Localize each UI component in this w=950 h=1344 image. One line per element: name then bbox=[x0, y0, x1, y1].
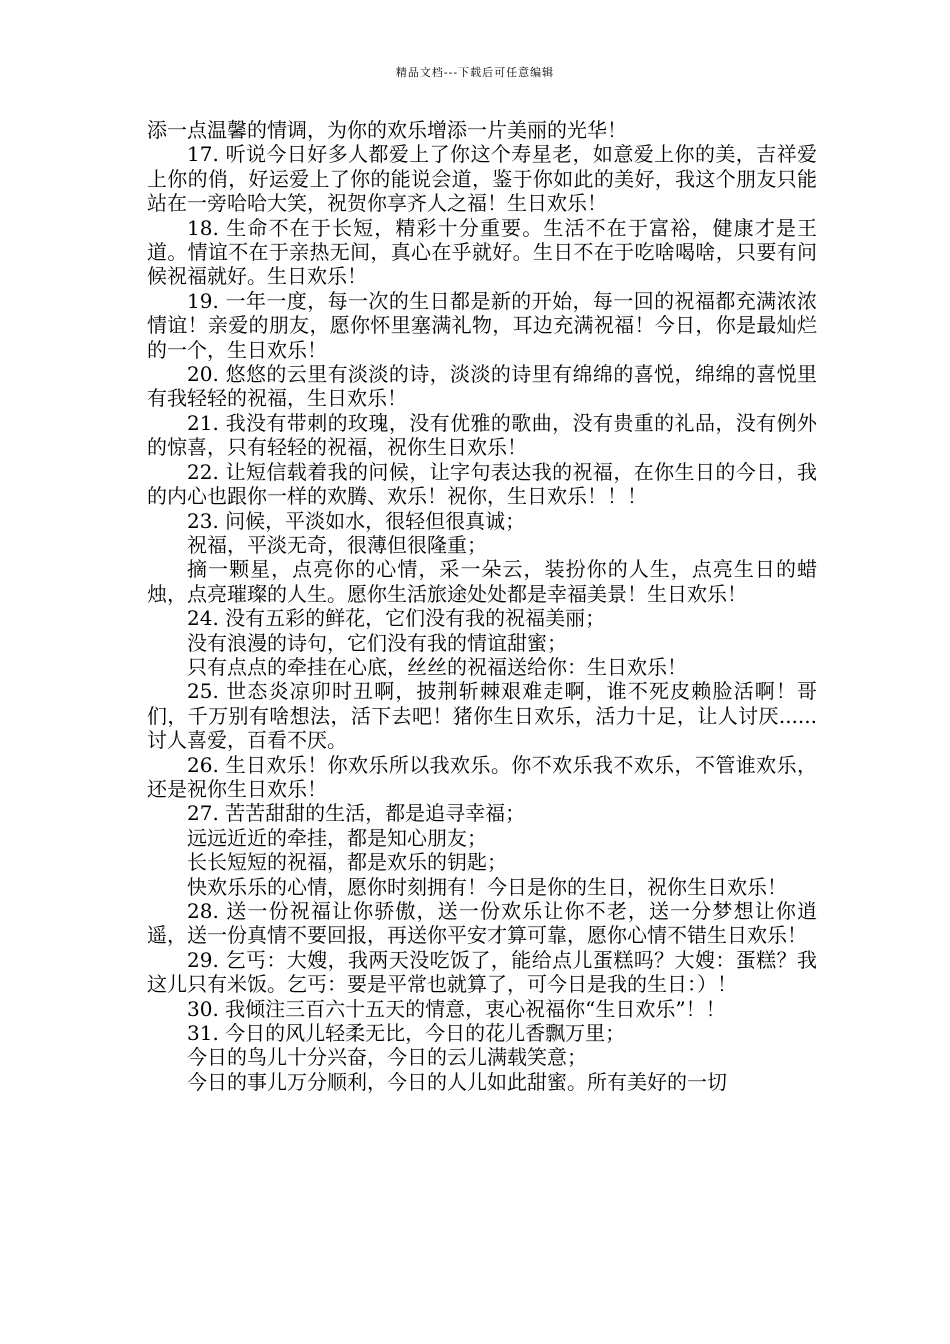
paragraph-19: 19. 一年一度，每一次的生日都是新的开始，每一回的祝福都充满浓浓情谊！亲爱的朋友，愿你怀里塞满礼物，耳边充满祝福！今日，你是最灿烂的一个，生日欢乐！ bbox=[147, 288, 817, 362]
paragraph-22: 22. 让短信载着我的问候，让字句表达我的祝福，在你生日的今日，我的内心也跟你一样的欢腾、欢乐！祝你，生日欢乐！！！ bbox=[147, 459, 817, 509]
paragraph-21: 21. 我没有带刺的玫瑰，没有优雅的歌曲，没有贵重的礼品，没有例外的惊喜，只有轻轻的祝福，祝你生日欢乐！ bbox=[147, 410, 817, 460]
paragraph-31-line-2: 今日的鸟儿十分兴奋，今日的云儿满载笑意； bbox=[187, 1045, 587, 1070]
paragraph-27-line-2: 远远近近的牵挂，都是知心朋友； bbox=[187, 825, 487, 850]
paragraph-30: 30. 我倾注三百六十五天的情意，衷心祝福你“生日欢乐”！！ bbox=[187, 996, 726, 1021]
paragraph-23: 23. 问候，平淡如水，很轻但很真诚； bbox=[187, 508, 526, 533]
paragraph-24: 24. 没有五彩的鲜花，它们没有我的祝福美丽； bbox=[187, 606, 606, 631]
page-header: 精品文档---下载后可任意编辑 bbox=[395, 66, 555, 79]
paragraph-27: 27. 苦苦甜甜的生活，都是追寻幸福； bbox=[187, 801, 526, 826]
paragraph-24-line-2: 没有浪漫的诗句，它们没有我的情谊甜蜜； bbox=[187, 630, 567, 655]
paragraph-23-line-2: 祝福，平淡无奇，很薄但很隆重； bbox=[187, 532, 487, 557]
paragraph-25: 25. 世态炎凉卯时丑啊，披荆斩棘艰难走啊，谁不死皮赖脸活啊！哥们，千万别有啥想法，活下去吧！猪你生日欢乐，活力十足，让人讨厌......讨人喜爱，百看不厌。 bbox=[147, 679, 817, 753]
paragraph-27-line-3: 长长短短的祝福，都是欢乐的钥匙； bbox=[187, 850, 507, 875]
paragraph-31: 31. 今日的风儿轻柔无比，今日的花儿香飘万里； bbox=[187, 1021, 626, 1046]
paragraph-29: 29. 乞丐：大嫂，我两天没吃饭了，能给点儿蛋糕吗？大嫂：蛋糕？我这儿只有米饭。乞丐：要是平常也就算了，可今日是我的生日：）！ bbox=[147, 947, 817, 997]
paragraph-26: 26. 生日欢乐！你欢乐所以我欢乐。你不欢乐我不欢乐，不管谁欢乐，还是祝你生日欢乐！ bbox=[147, 752, 817, 801]
paragraph-23-line-3: 摘一颗星，点亮你的心情，采一朵云，装扮你的人生，点亮生日的蜡烛，点亮璀璨的人生。愿你生活旅途处处都是幸福美景！生日欢乐！ bbox=[147, 557, 817, 606]
paragraph-18: 18. 生命不在于长短，精彩十分重要。生活不在于富裕，健康才是王道。情谊不在于亲热无间，真心在乎就好。生日不在于吃啥喝啥，只要有问候祝福就好。生日欢乐！ bbox=[147, 215, 817, 289]
paragraph-continuation: 添一点温馨的情调，为你的欢乐增添一片美丽的光华！ bbox=[147, 118, 627, 142]
paragraph-24-line-3: 只有点点的牵挂在心底，丝丝的祝福送给你：生日欢乐！ bbox=[187, 654, 687, 679]
paragraph-28: 28. 送一份祝福让你骄傲，送一份欢乐让你不老，送一分梦想让你逍遥，送一份真情不要回报，再送你平安才算可靠，愿你心情不错生日欢乐！ bbox=[147, 899, 817, 948]
document-body bbox=[147, 118, 817, 1094]
paragraph-20: 20. 悠悠的云里有淡淡的诗，淡淡的诗里有绵绵的喜悦，绵绵的喜悦里有我轻轻的祝福，生日欢乐！ bbox=[147, 362, 817, 411]
paragraph-31-line-3: 今日的事儿万分顺利，今日的人儿如此甜蜜。所有美好的一切 bbox=[187, 1069, 727, 1094]
paragraph-17: 17. 听说今日好多人都爱上了你这个寿星老，如意爱上你的美，吉祥爱上你的俏，好运爱上了你的能说会道，鉴于你如此的美好，我这个朋友只能站在一旁哈哈大笑，祝贺你享齐人之福！生日欢乐！ bbox=[147, 142, 817, 216]
paragraph-27-line-4: 快欢乐乐的心情，愿你时刻拥有！今日是你的生日，祝你生日欢乐！ bbox=[187, 874, 787, 899]
